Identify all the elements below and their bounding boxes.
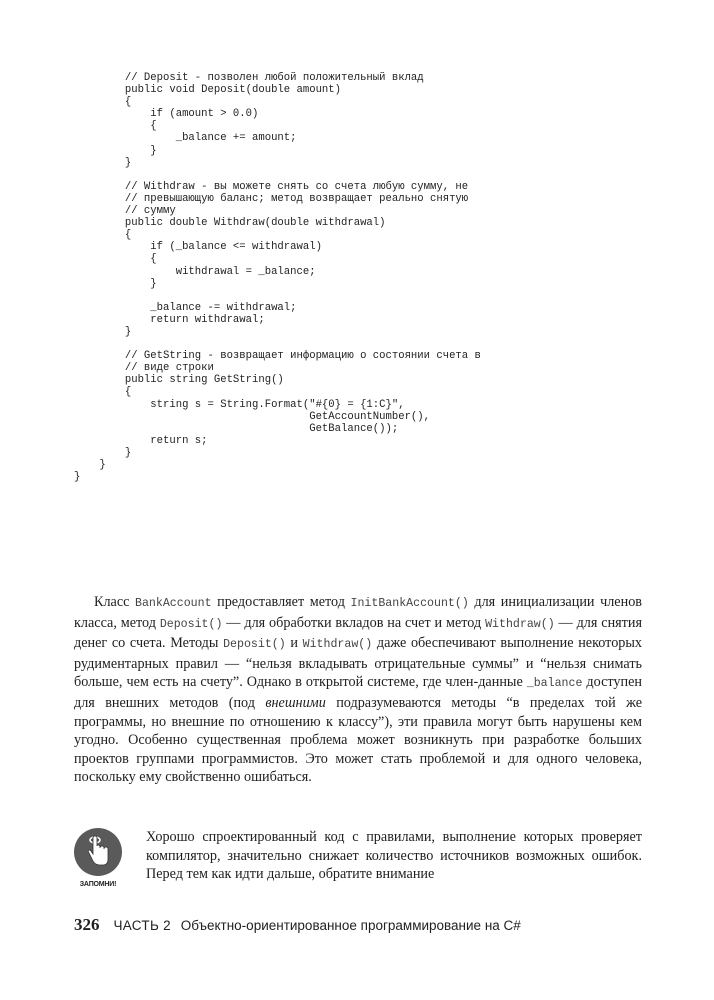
code-line: [74, 169, 674, 181]
code-line: _balance += amount;: [74, 132, 297, 145]
code-line: if (amount > 0.0): [74, 108, 259, 121]
code-line: GetBalance());: [74, 422, 399, 435]
code-line: }: [74, 325, 132, 338]
code-line: // сумму: [74, 205, 176, 218]
inline-code: Withdraw(): [485, 617, 555, 631]
para-text: даже обеспечивают выполнение некоторых рудиментарных правил — “нельзя вкладывать отрицательные суммы” и “нельзя снимать больше, чем есть на счету”. Однако в открытой системе, где член-данные: [74, 635, 643, 691]
code-line: // виде строки: [74, 362, 214, 375]
code-line: {: [74, 253, 157, 266]
inline-code: Withdraw(): [302, 638, 373, 652]
code-line: {: [74, 96, 132, 109]
code-line: string s = String.Format("#{0} = {1:C}",: [74, 398, 405, 411]
code-line: withdrawal = _balance;: [74, 265, 316, 278]
code-line: if (_balance <= withdrawal): [74, 241, 322, 254]
para-text: — для обработки вкладов на счет и метод: [222, 614, 486, 631]
code-line: [74, 290, 674, 302]
part-label: ЧАСТЬ 2: [113, 918, 171, 933]
para-text: для инициализации членов класса, метод: [74, 594, 642, 631]
code-line: // GetString - возвращает информацию о состоянии счета в: [74, 350, 481, 363]
code-line: // превышающую баланс; метод возвращает реально снятую: [74, 192, 469, 205]
code-line: _balance -= withdrawal;: [74, 301, 297, 314]
emphasis-text: внешними: [265, 694, 326, 711]
code-line: }: [74, 446, 132, 459]
code-line: public string GetString(): [74, 374, 284, 387]
para-text: предоставляет метод: [211, 594, 351, 610]
inline-code: Deposit(): [159, 617, 223, 631]
chapter-title: Объектно-ориентированное программирование на C#: [180, 918, 521, 933]
finger-tap-icon: [74, 828, 122, 876]
code-line: {: [74, 120, 157, 133]
code-line: return s;: [74, 434, 208, 447]
inline-code: _balance: [526, 677, 583, 691]
body-paragraph: [74, 593, 642, 787]
page-number: 326: [74, 915, 100, 934]
code-line: }: [74, 277, 157, 290]
page-footer: [74, 915, 674, 935]
note-label: ЗАПОМНИ!: [79, 881, 117, 888]
code-line: // Withdraw - вы можете снять со счета любую сумму, не: [74, 180, 469, 193]
code-line: public void Deposit(double amount): [74, 84, 342, 97]
para-text: подразумеваются методы “в пределах той же программы, но внешние по отношению к классу”), эти правила могут быть нарушены кем угодно. Особенно существенная проблема может возникнуть при разработке больших проектов группами программистов. Это может стать проблемой и для одного человека, поскольку ему свойственно ошибаться.: [74, 694, 643, 786]
remember-note: [74, 828, 642, 892]
para-text: и: [285, 635, 303, 652]
code-listing: [74, 72, 674, 483]
code-line: }: [74, 144, 157, 157]
code-line: public double Withdraw(double withdrawal): [74, 217, 386, 230]
code-line: }: [74, 156, 132, 169]
para-text: — для снятия денег со счета. Методы: [74, 614, 643, 652]
inline-code: Deposit(): [223, 638, 286, 652]
code-line: GetAccountNumber(),: [74, 410, 431, 423]
code-line: {: [74, 229, 132, 242]
code-line: return withdrawal;: [74, 313, 265, 326]
para-text: Класс: [94, 594, 136, 610]
code-line: {: [74, 386, 132, 399]
code-line: }: [74, 459, 106, 471]
code-line: [74, 338, 674, 350]
inline-code: InitBankAccount(): [350, 597, 469, 610]
inline-code: BankAccount: [135, 597, 212, 610]
note-text: Хорошо спроектированный код с правилами, выполнение которых проверяет компилятор, значительно снижает количество источников возможных ошибок. Перед тем как идти дальше, обратите внимание: [146, 829, 642, 883]
para-text: доступен для внешних методов (под: [74, 674, 642, 711]
code-line: // Deposit - позволен любой положительный вклад: [74, 72, 424, 84]
code-line: }: [74, 471, 81, 484]
